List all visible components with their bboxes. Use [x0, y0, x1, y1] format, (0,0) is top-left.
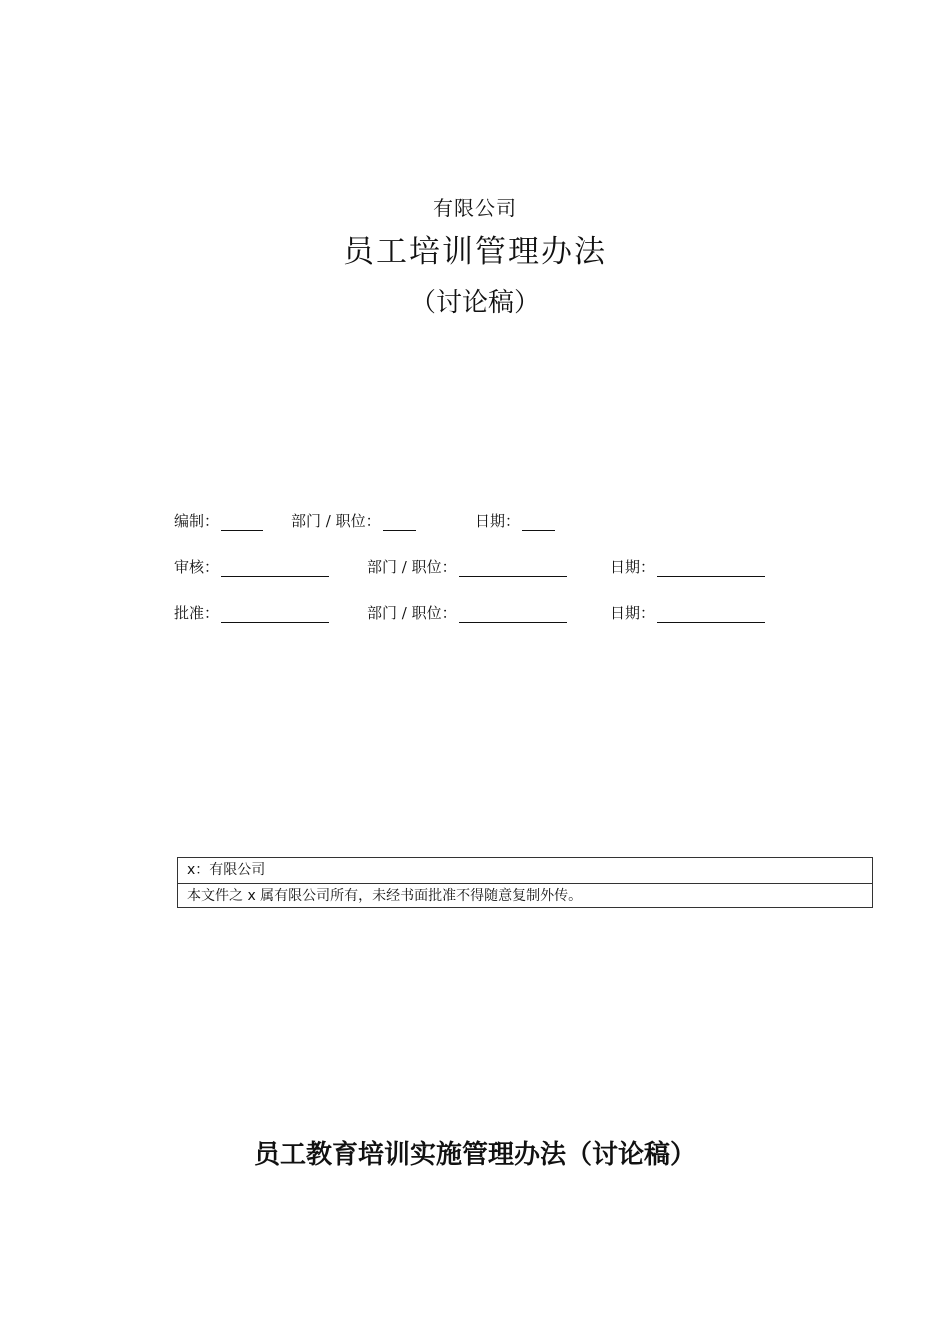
prepared-by-blank[interactable]: [221, 516, 263, 531]
reviewed-date-label: 日期：: [610, 558, 656, 576]
notice-copyright-line: 本文件之 x 属有限公司所有，未经书面批准不得随意复制外传。: [178, 883, 872, 908]
reviewed-dept-field: [367, 556, 567, 577]
prepared-by-field: [174, 510, 263, 531]
document-title: 员工培训管理办法: [343, 234, 607, 270]
reviewed-date-blank[interactable]: [657, 562, 765, 577]
approved-by-label: 批准：: [174, 604, 220, 622]
approved-by-blank[interactable]: [221, 608, 329, 623]
company-name: 有限公司: [433, 196, 517, 220]
reviewed-dept-label: 部门 / 职位：: [367, 558, 457, 576]
signature-row-reviewed: [0, 556, 950, 578]
reviewed-by-field: [174, 556, 329, 577]
approved-date-label: 日期：: [610, 604, 656, 622]
approved-dept-blank[interactable]: [459, 608, 567, 623]
prepared-by-label: 编制：: [174, 512, 220, 530]
prepared-date-field: [475, 510, 555, 531]
section-heading: 员工教育培训实施管理办法（讨论稿）: [253, 1140, 696, 1170]
signature-row-prepared: [0, 510, 950, 532]
approved-date-field: [610, 602, 765, 623]
reviewed-date-field: [610, 556, 765, 577]
copyright-notice-box: [177, 857, 873, 908]
prepared-dept-field: [291, 510, 416, 531]
signature-row-approved: [0, 602, 950, 624]
prepared-date-label: 日期：: [475, 512, 521, 530]
notice-company-line: x：有限公司: [187, 862, 266, 878]
approved-dept-field: [367, 602, 567, 623]
document-subtitle: （讨论稿）: [409, 288, 540, 318]
reviewed-dept-blank[interactable]: [459, 562, 567, 577]
reviewed-by-label: 审核：: [174, 558, 220, 576]
prepared-dept-blank[interactable]: [383, 516, 416, 531]
prepared-dept-label: 部门 / 职位：: [291, 512, 381, 530]
approved-date-blank[interactable]: [657, 608, 765, 623]
approved-dept-label: 部门 / 职位：: [367, 604, 457, 622]
reviewed-by-blank[interactable]: [221, 562, 329, 577]
prepared-date-blank[interactable]: [522, 516, 555, 531]
approved-by-field: [174, 602, 329, 623]
